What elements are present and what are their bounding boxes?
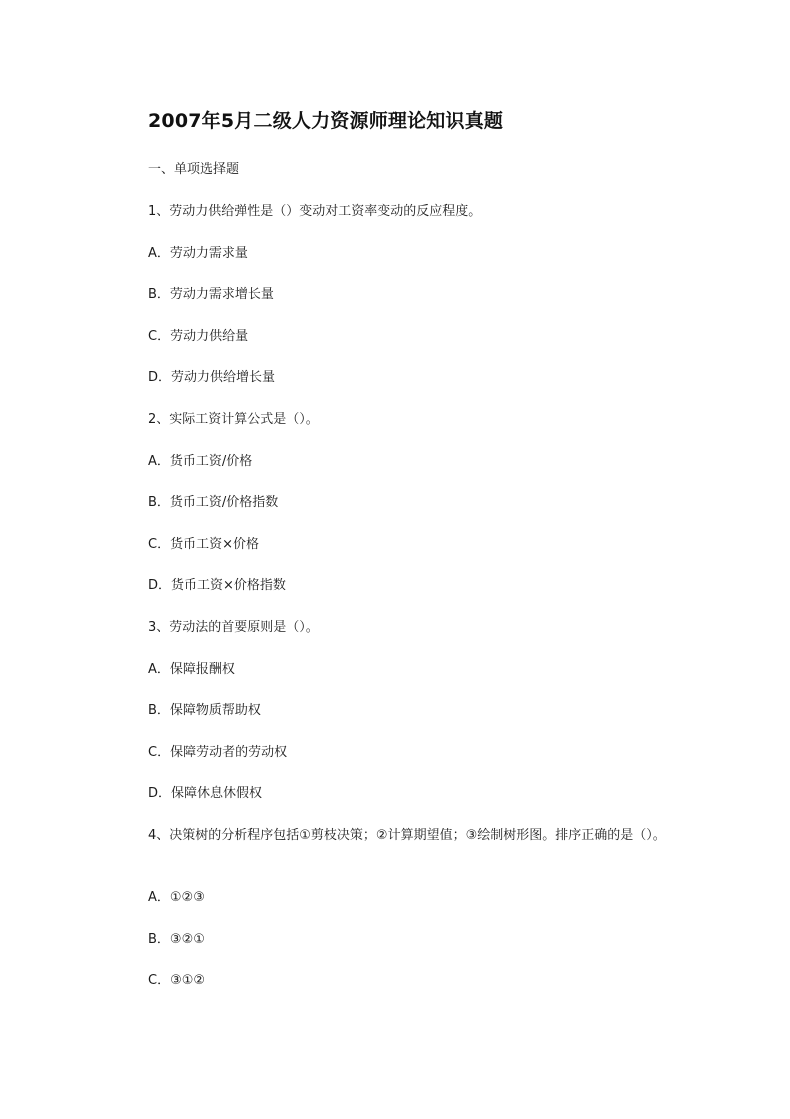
question-1-stem: 1、劳动力供给弹性是（）变动对工资率变动的反应程度。	[148, 204, 482, 219]
question-3-option-a: A．保障报酬权	[148, 662, 235, 677]
question-3-option-b: B．保障物质帮助权	[148, 703, 261, 718]
question-3-option-d: D．保障休息休假权	[148, 786, 263, 801]
question-2-option-b: B．货币工资/价格指数	[148, 495, 279, 510]
question-3-option-c: C．保障劳动者的劳动权	[148, 745, 288, 760]
question-1-option-a: A．劳动力需求量	[148, 246, 248, 261]
question-4-option-b: B．③②①	[148, 932, 205, 947]
question-1-option-b: B．劳动力需求增长量	[148, 287, 274, 302]
question-4-option-a: A．①②③	[148, 890, 205, 905]
question-2-stem: 2、实际工资计算公式是（）。	[148, 412, 319, 427]
question-3-stem: 3、劳动法的首要原则是（）。	[148, 620, 319, 635]
question-1-option-c: C．劳动力供给量	[148, 329, 249, 344]
question-2-option-a: A．货币工资/价格	[148, 454, 253, 469]
document-title: 2007年5月二级人力资源师理论知识真题	[148, 110, 504, 132]
section-heading: 一、单项选择题	[148, 162, 240, 177]
question-1-option-d: D．劳动力供给增长量	[148, 370, 276, 385]
question-4-option-c: C．③①②	[148, 973, 206, 988]
question-2-option-d: D．货币工资×价格指数	[148, 578, 286, 593]
question-4-stem: 4、决策树的分析程序包括①剪枝决策；②计算期望值；③绘制树形图。排序正确的是（）。	[148, 828, 666, 843]
question-2-option-c: C．货币工资×价格	[148, 537, 259, 552]
